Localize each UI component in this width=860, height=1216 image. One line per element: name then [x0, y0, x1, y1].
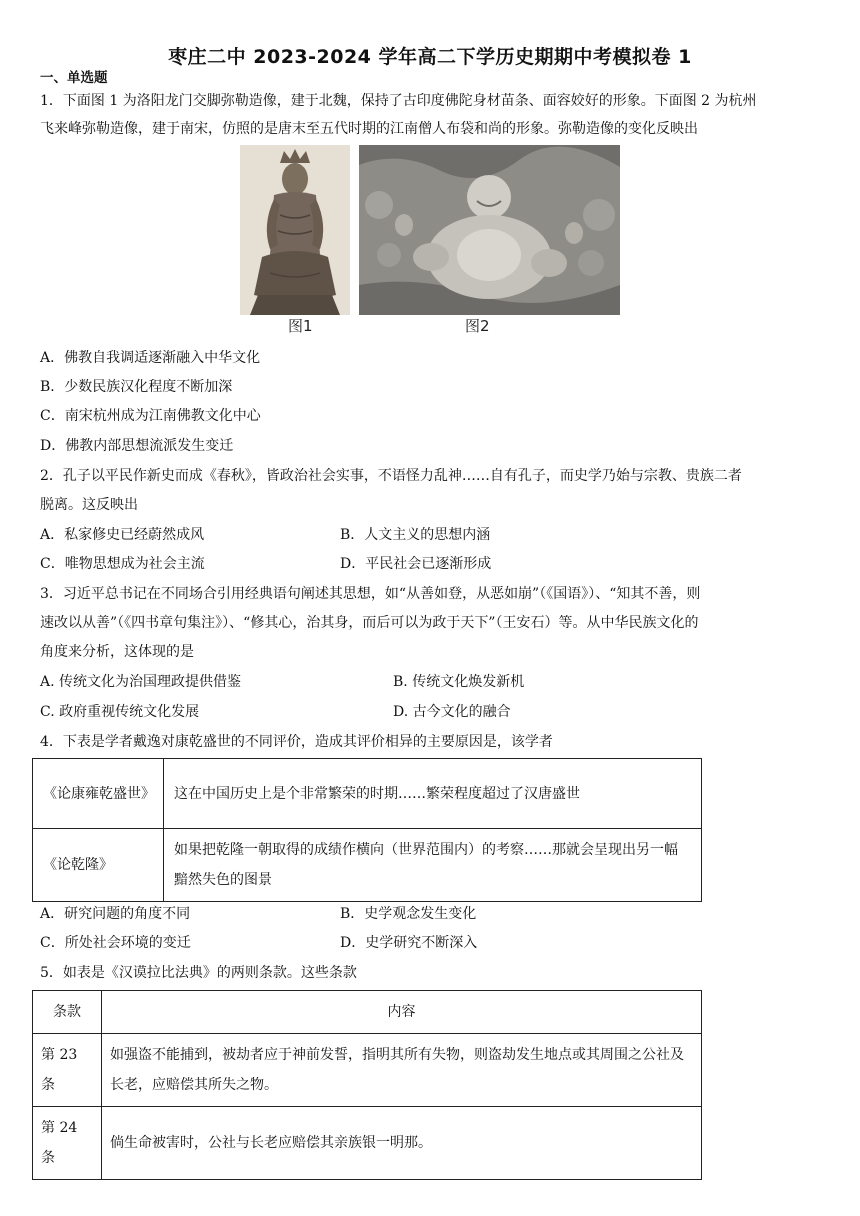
carving-image [359, 145, 620, 315]
table-header-row [33, 991, 702, 1034]
statue-image [240, 145, 350, 315]
q4-option-b[interactable]: B．史学观念发生变化 [340, 906, 477, 922]
section-heading: 一、单选题 [40, 70, 108, 86]
table-cell-clause: 第 23 条 [33, 1034, 102, 1107]
q3-stem-line-2: 速改以从善”（《四书章句集注》）、“修其心，治其身，而后可以为政于天下”（王安石）等。从中华民族文化的 [40, 615, 699, 631]
q2-option-d[interactable]: D．平民社会已逐渐形成 [340, 556, 492, 572]
q2-option-c[interactable]: C．唯物思想成为社会主流 [40, 556, 205, 572]
q4-option-a[interactable]: A．研究问题的角度不同 [40, 906, 191, 922]
q2-option-a[interactable]: A．私家修史已经蔚然成风 [40, 527, 205, 543]
q3-option-b[interactable]: B. 传统文化焕发新机 [393, 674, 525, 690]
table-cell-book: 《论乾隆》 [33, 829, 164, 902]
table-cell-text: 如强盗不能捕到，被劫者应于神前发誓，指明其所有失物，则盗劫发生地点或其周围之公社及长老，应赔偿其所失之物。 [102, 1034, 702, 1107]
table-header-clause: 条款 [33, 991, 102, 1034]
q1-stem-line-2: 飞来峰弥勒造像，建于南宋，仿照的是唐末至五代时期的江南僧人布袋和尚的形象。弥勒造像的变化反映出 [40, 121, 698, 137]
q4-evaluation-table [32, 758, 702, 902]
table-row [33, 829, 702, 902]
q3-option-d[interactable]: D. 古今文化的融合 [393, 704, 511, 720]
q4-stem: 4．下表是学者戴逸对康乾盛世的不同评价，造成其评价相异的主要原因是，该学者 [40, 734, 553, 750]
q4-option-c[interactable]: C．所处社会环境的变迁 [40, 935, 191, 951]
q1-option-c[interactable]: C．南宋杭州成为江南佛教文化中心 [40, 408, 261, 424]
page-title: 枣庄二中 2023-2024 学年高二下学历史期期中考模拟卷 1 [168, 46, 692, 68]
table-cell-clause: 第 24 条 [33, 1107, 102, 1180]
q5-stem: 5．如表是《汉谟拉比法典》的两则条款。这些条款 [40, 965, 357, 981]
table-row [33, 1107, 702, 1180]
q1-option-d[interactable]: D．佛教内部思想流派发生变迁 [40, 438, 234, 454]
table-cell-text: 这在中国历史上是个非常繁荣的时期……繁荣程度超过了汉唐盛世 [164, 759, 702, 829]
q3-option-a[interactable]: A. 传统文化为治国理政提供借鉴 [40, 674, 242, 690]
figure-1-maitreya-statue [240, 145, 350, 315]
q2-stem-line-1: 2．孔子以平民作新史而成《春秋》，皆政治社会实事，不语怪力乱神……自有孔子，而史学乃始与宗教、贵族二者 [40, 468, 742, 484]
table-row [33, 1034, 702, 1107]
table-row [33, 759, 702, 829]
q3-stem-line-3: 角度来分析，这体现的是 [40, 644, 194, 660]
figure-2-caption: 图2 [465, 317, 490, 335]
q5-law-table [32, 990, 702, 1180]
figure-1-caption: 图1 [288, 317, 313, 335]
q2-stem-line-2: 脱离。这反映出 [40, 497, 138, 513]
table-cell-text: 如果把乾隆一朝取得的成绩作横向（世界范围内）的考察……那就会呈现出另一幅黯然失色的图景 [164, 829, 702, 902]
q2-option-b[interactable]: B．人文主义的思想内涵 [340, 527, 491, 543]
table-cell-text: 倘生命被害时，公社与长老应赔偿其亲族银一明那。 [102, 1107, 702, 1180]
q3-option-c[interactable]: C. 政府重视传统文化发展 [40, 704, 200, 720]
table-header-content: 内容 [102, 991, 702, 1034]
table-cell-book: 《论康雍乾盛世》 [33, 759, 164, 829]
figure-2-laughing-buddha-carving [359, 145, 620, 315]
q3-stem-line-1: 3．习近平总书记在不同场合引用经典语句阐述其思想，如“从善如登，从恶如崩”（《国语》）、“知其不善，则 [40, 586, 701, 602]
q1-option-b[interactable]: B．少数民族汉化程度不断加深 [40, 379, 233, 395]
q1-option-a[interactable]: A．佛教自我调适逐渐融入中华文化 [40, 350, 261, 366]
q4-option-d[interactable]: D．史学研究不断深入 [340, 935, 478, 951]
q1-stem-line-1: 1．下面图 1 为洛阳龙门交脚弥勒造像，建于北魏，保持了古印度佛陀身材苗条、面容姣好的形象。下面图 2 为杭州 [40, 93, 757, 109]
